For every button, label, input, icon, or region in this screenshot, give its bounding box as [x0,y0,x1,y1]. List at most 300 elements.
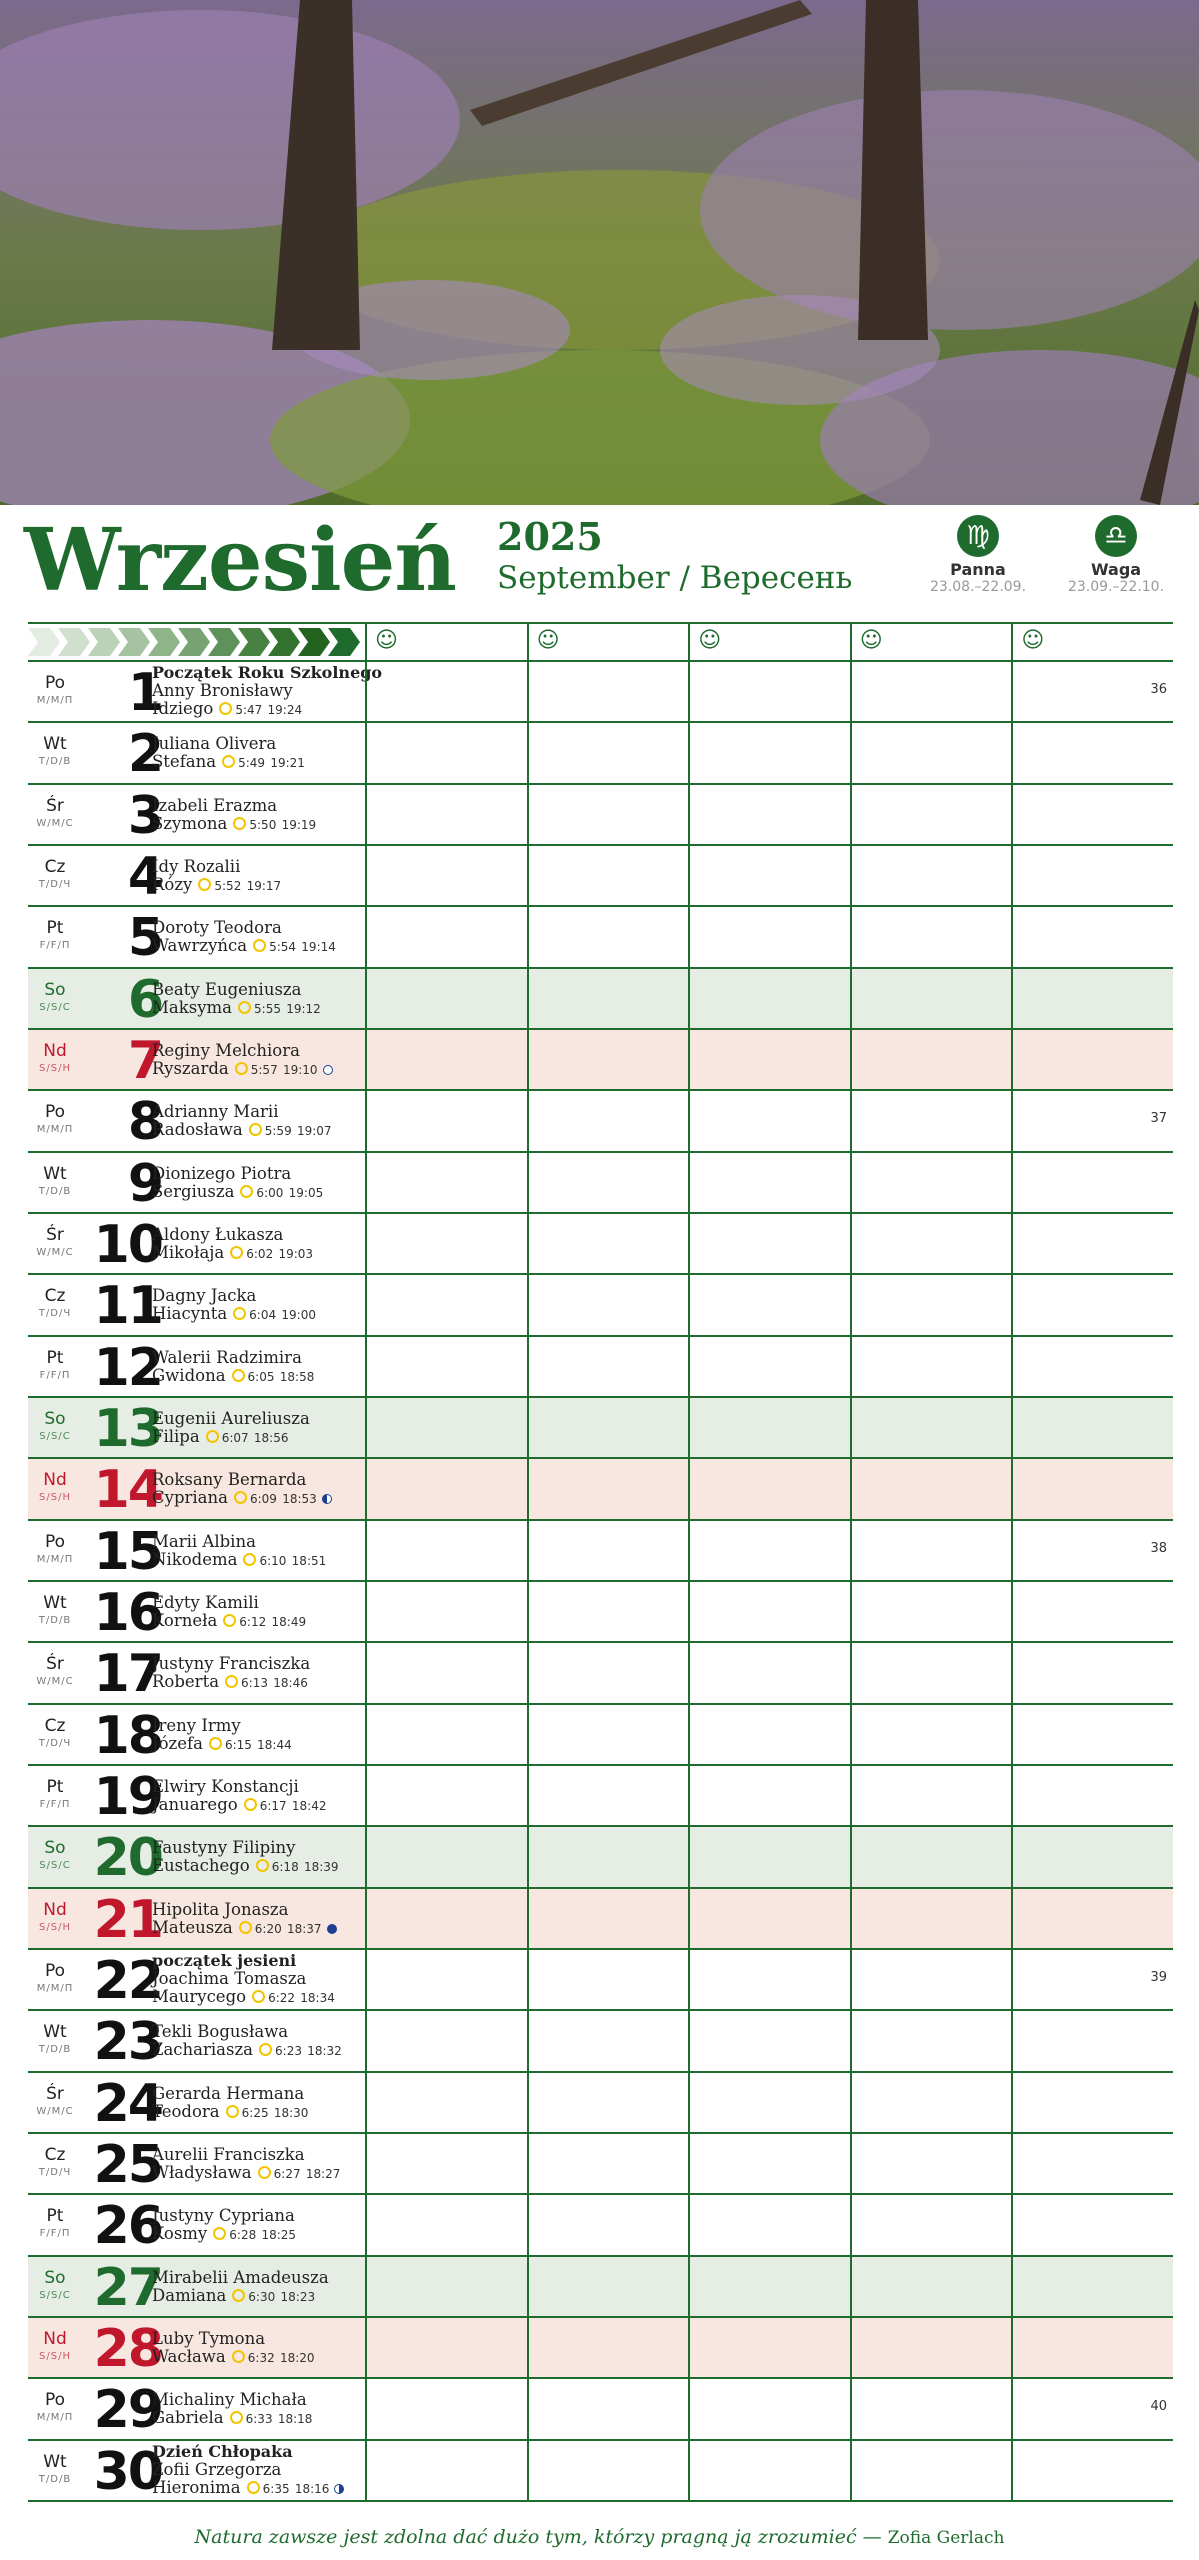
day-row [28,785,1173,846]
write-in-cell[interactable] [1011,1766,1175,1825]
sunset-time: 19:07 [296,1124,332,1139]
write-in-cell[interactable] [1011,1214,1175,1273]
smiley-icon: ☺ [536,628,560,653]
sun-icon [235,1062,248,1075]
name-day-line [152,1060,392,1079]
write-in-cell[interactable] [527,1459,691,1518]
write-in-cell[interactable] [365,2379,529,2438]
chevron-arrow [238,628,270,656]
write-in-cell[interactable] [527,2011,691,2070]
write-in-cell[interactable] [1011,1643,1175,1702]
write-in-cell[interactable] [365,785,529,844]
weekday-label: Śr [46,2083,64,2104]
zodiac-dates: 23.08.–22.09. [929,579,1027,595]
name-day-line: Doroty Teodora [152,918,282,938]
write-in-cell[interactable] [850,1398,1014,1457]
write-in-cell[interactable] [527,1214,691,1273]
write-in-cell[interactable] [850,1030,1014,1089]
write-in-cell[interactable] [850,1582,1014,1641]
sunrise-time: 6:18 [271,1860,299,1875]
write-in-cell[interactable] [688,846,852,905]
name-day-line: Beaty Eugeniusza [152,979,302,999]
sunset-time: 18:46 [273,1676,308,1691]
write-in-cell[interactable] [1011,2318,1175,2377]
write-in-cell[interactable] [527,846,691,905]
write-in-cell[interactable] [527,662,691,721]
write-in-cell[interactable] [688,1582,852,1641]
write-in-cell[interactable] [365,1950,529,2009]
chevron-arrow [178,628,210,656]
sunset-time: 19:12 [286,1001,321,1016]
name-days [152,2391,392,2428]
sun-icon [258,2166,271,2179]
month-title: Wrzesień [24,510,456,611]
holiday-event: Początek Roku Szkolnego [152,663,383,682]
write-in-cell[interactable] [527,1889,691,1948]
write-in-cell[interactable] [1011,2257,1175,2316]
sunrise-time: 6:27 [273,2166,301,2181]
write-in-cell[interactable] [365,1766,529,1825]
moon-phase-first-icon [334,2484,344,2494]
write-in-cell[interactable] [688,1889,852,1948]
write-in-cell[interactable] [688,1398,852,1457]
write-in-cell[interactable] [365,1459,529,1518]
write-in-cell[interactable] [688,1521,852,1580]
write-in-cell[interactable] [688,1153,852,1212]
weekday-abbrev: M/M/П [36,2412,74,2424]
write-in-cell[interactable] [527,1705,691,1764]
weekday-label: So [44,1408,66,1429]
write-in-cell[interactable] [527,723,691,782]
name-day-text: Władysława [152,2162,252,2182]
name-days [152,797,392,834]
sunset-time: 18:34 [300,1990,335,2005]
write-in-cell[interactable] [1011,1398,1175,1457]
write-in-cell[interactable] [527,2134,691,2193]
write-in-cell[interactable] [850,2318,1014,2377]
write-in-cell[interactable] [850,2441,1014,2500]
write-in-cell[interactable] [365,2134,529,2193]
write-in-cell[interactable] [365,1827,529,1886]
write-in-cell[interactable] [365,2073,529,2132]
write-in-cell[interactable] [527,1582,691,1641]
day-row [28,1459,1173,1520]
weekday-label: Po [44,673,66,693]
chevron-arrows-icon [28,626,363,658]
write-in-cell[interactable] [850,1153,1014,1212]
write-in-cell[interactable] [1011,1582,1175,1641]
write-in-cell[interactable] [688,1827,852,1886]
chevron-arrow [58,628,90,656]
write-in-cell[interactable] [850,662,1014,721]
quote-text: Natura zawsze jest zdolna dać dużo tym, którzy pragną ją zrozumieć — [194,2526,882,2548]
write-in-cell[interactable] [850,1337,1014,1396]
weekday-abbrev: T/D/Ч [38,2166,72,2178]
write-in-cell[interactable] [688,1091,852,1150]
sunset-time: 18:51 [291,1553,327,1568]
write-in-cell[interactable] [688,2257,852,2316]
day-row [28,1337,1173,1398]
write-in-cell[interactable] [688,723,852,782]
sunset-time: 18:42 [291,1798,327,1813]
write-in-cell[interactable] [365,2441,529,2500]
quote-author: Zofia Gerlach [887,2528,1005,2548]
write-in-cell[interactable] [365,662,529,721]
write-in-cell[interactable] [850,1521,1014,1580]
write-in-cell[interactable] [850,2134,1014,2193]
name-days [152,1042,392,1079]
day-number: 1 [127,663,162,723]
write-in-cell[interactable] [527,1643,691,1702]
write-in-cell[interactable] [365,846,529,905]
write-in-cell[interactable] [850,723,1014,782]
write-in-cell[interactable] [850,846,1014,905]
day-number: 18 [93,1705,162,1766]
year: 2025 [497,514,603,559]
write-in-cell[interactable] [527,1766,691,1825]
weekday-abbrev: W/M/С [36,2105,74,2117]
day-row [28,2195,1173,2256]
name-days [152,1901,392,1938]
day-number: 3 [127,785,162,846]
name-day-text: Józefa [152,1733,203,1753]
write-in-cell[interactable] [688,1459,852,1518]
sunrise-time: 6:02 [246,1246,274,1261]
write-in-cell[interactable] [527,1275,691,1334]
name-day-line: Tekli Bogusława [152,2022,289,2042]
write-in-cell[interactable] [365,1521,529,1580]
day-number: 17 [93,1644,162,1705]
smiley-icon: ☺ [1021,628,1045,653]
name-days [152,1839,392,1876]
weekday-label: Pt [46,1776,64,1797]
weekday-abbrev: S/S/Н [39,2350,71,2362]
write-in-cell[interactable] [365,2011,529,2070]
write-in-cell[interactable] [527,2073,691,2132]
name-day-line [152,876,392,895]
write-in-cell[interactable] [688,2011,852,2070]
zodiac-virgo [918,515,1038,595]
name-day-text: Stefana [152,752,217,772]
sun-icon [209,1737,222,1750]
write-in-cell[interactable] [527,1030,691,1089]
name-day-text: Maksyma [152,997,233,1017]
write-in-cell[interactable] [527,1337,691,1396]
write-in-cell[interactable] [365,1582,529,1641]
weekday-label: Cz [44,856,66,877]
name-day-line [152,1796,392,1815]
name-day-line [152,937,392,956]
write-in-cell[interactable] [365,1705,529,1764]
name-day-line: Justyny Cypriana [152,2206,295,2226]
write-in-cell[interactable] [365,1643,529,1702]
day-number: 21 [93,1889,162,1950]
write-in-cell[interactable] [1011,2134,1175,2193]
name-day-text: Ryszarda [152,1058,229,1078]
write-in-cell[interactable] [527,1521,691,1580]
write-in-cell[interactable] [1011,2073,1175,2132]
write-in-cell[interactable] [365,2195,529,2254]
weekday-label: So [44,2267,66,2288]
weekday-label: Nd [43,1899,67,1920]
write-in-cell[interactable] [1011,2441,1175,2500]
write-in-cell[interactable] [850,1214,1014,1273]
write-in-cell[interactable] [688,2134,852,2193]
name-day-line [152,1551,392,1570]
write-in-cell[interactable] [688,2073,852,2132]
write-in-cell[interactable] [688,1705,852,1764]
write-in-cell[interactable] [365,907,529,966]
name-day-line [152,1489,392,1508]
write-in-cell[interactable] [688,969,852,1028]
heather-forest-photo [0,0,1199,505]
write-in-cell[interactable] [688,1766,852,1825]
write-in-cell[interactable] [850,2195,1014,2254]
sun-icon [243,1553,256,1566]
sun-icon [219,702,232,715]
write-in-cell[interactable] [688,785,852,844]
weekday-abbrev: T/D/Ч [38,878,72,890]
weekday-label: Po [44,1531,66,1552]
sunset-time: 19:24 [267,703,303,717]
name-day-text: Mikołaja [152,1242,225,1262]
write-in-cell[interactable] [850,2379,1014,2438]
day-row [28,1275,1173,1336]
write-in-cell[interactable] [1011,846,1175,905]
column-header [1011,624,1175,660]
name-days [152,1594,392,1631]
name-days [152,1103,392,1140]
write-in-cell[interactable] [850,969,1014,1028]
sunset-time: 18:39 [303,1860,339,1875]
sunrise-time: 6:30 [248,2289,276,2304]
sunrise-time: 5:57 [250,1062,278,1077]
weekday-abbrev: M/M/П [36,1553,74,1565]
write-in-cell[interactable] [527,2441,691,2500]
write-in-cell[interactable] [527,2318,691,2377]
sunset-time: 18:18 [277,2412,313,2427]
name-day-line [152,815,392,834]
weekday-abbrev: F/F/П [39,1369,71,1381]
write-in-cell[interactable] [365,2257,529,2316]
name-days [152,1778,392,1815]
write-in-cell[interactable] [850,785,1014,844]
write-in-cell[interactable] [688,1030,852,1089]
name-day-text: Roberta [152,1672,220,1692]
write-in-cell[interactable] [365,1030,529,1089]
sunset-time: 18:16 [294,2481,330,2496]
write-in-cell[interactable] [850,1827,1014,1886]
write-in-cell[interactable] [365,1275,529,1334]
write-in-cell[interactable] [688,1275,852,1334]
sunrise-time: 5:52 [214,878,242,893]
name-day-line [152,999,392,1018]
write-in-cell[interactable] [688,2441,852,2500]
sun-icon [234,1491,247,1504]
write-in-cell[interactable] [365,1214,529,1273]
day-number: 22 [93,1950,162,2011]
write-in-cell[interactable] [850,1889,1014,1948]
name-day-line [152,2479,392,2498]
write-in-cell[interactable] [1011,1337,1175,1396]
weekday-label: So [44,979,66,1000]
write-in-cell[interactable] [1011,1827,1175,1886]
week-number: 40 [1150,2399,1167,2415]
write-in-cell[interactable] [688,1643,852,1702]
write-in-cell[interactable] [527,1091,691,1150]
write-in-cell[interactable] [365,1889,529,1948]
day-row [28,907,1173,968]
weekday-label: Śr [46,795,64,816]
write-in-cell[interactable] [688,1950,852,2009]
write-in-cell[interactable] [850,907,1014,966]
week-number: 37 [1150,1111,1167,1127]
sunrise-time: 6:33 [245,2412,273,2427]
day-row [28,2073,1173,2134]
sunrise-time: 6:05 [247,1369,275,1384]
write-in-cell[interactable] [1011,2195,1175,2254]
zodiac-libra [1056,515,1176,595]
write-in-cell[interactable] [688,2379,852,2438]
write-in-cell[interactable] [527,785,691,844]
sunrise-time: 6:04 [249,1308,277,1323]
name-days [152,1533,392,1570]
write-in-cell[interactable] [1011,723,1175,782]
name-day-text: Kosmy [152,2224,208,2244]
moon-phase-last-icon [322,1494,332,1504]
name-days [152,2023,392,2060]
write-in-cell[interactable] [850,1950,1014,2009]
day-number: 26 [93,2196,162,2257]
weekday-abbrev: F/F/П [39,1798,71,1810]
name-days [152,664,392,719]
write-in-cell[interactable] [688,2318,852,2377]
write-in-cell[interactable] [527,1827,691,1886]
write-in-cell[interactable] [527,2257,691,2316]
day-row [28,723,1173,784]
day-row [28,1643,1173,1704]
sun-icon [239,1921,252,1934]
weekday-abbrev: W/M/С [36,817,74,829]
write-in-cell[interactable] [688,662,852,721]
write-in-cell[interactable] [365,723,529,782]
sunset-time: 19:14 [301,940,336,955]
write-in-cell[interactable] [850,2257,1014,2316]
day-row [28,846,1173,907]
weekday-abbrev: T/D/В [38,756,72,768]
write-in-cell[interactable] [1011,1705,1175,1764]
moon-phase-full-icon [323,1065,333,1075]
name-day-line: Zofii Grzegorza [152,2459,282,2479]
chevron-arrow [28,628,60,656]
write-in-cell[interactable] [527,1398,691,1457]
day-number: 16 [93,1582,162,1643]
write-in-cell[interactable] [365,1153,529,1212]
write-in-cell[interactable] [1011,2011,1175,2070]
write-in-cell[interactable] [527,1153,691,1212]
write-in-cell[interactable] [527,907,691,966]
weekday-label: Wt [43,1592,67,1613]
write-in-cell[interactable] [527,1950,691,2009]
name-days [152,2330,392,2367]
day-row [28,1889,1173,1950]
write-in-cell[interactable] [688,1214,852,1273]
write-in-cell[interactable] [365,2318,529,2377]
day-number: 12 [93,1337,162,1398]
write-in-cell[interactable] [1011,785,1175,844]
name-day-line: Adrianny Marii [152,1102,279,1122]
write-in-cell[interactable] [365,969,529,1028]
write-in-cell[interactable] [1011,1889,1175,1948]
write-in-cell[interactable] [1011,1275,1175,1334]
day-row [28,2318,1173,2379]
day-number: 25 [93,2134,162,2195]
sunrise-time: 6:00 [256,1185,284,1200]
write-in-cell[interactable] [1011,907,1175,966]
write-in-cell[interactable] [850,1275,1014,1334]
name-day-line: Marii Albina [152,1531,256,1551]
write-in-cell[interactable] [850,1705,1014,1764]
day-row [28,1030,1173,1091]
write-in-cell[interactable] [850,1766,1014,1825]
weekday-abbrev: T/D/В [38,1185,72,1197]
write-in-cell[interactable] [850,2011,1014,2070]
sunrise-time: 6:35 [262,2481,290,2496]
write-in-cell[interactable] [1011,969,1175,1028]
name-days [152,1717,392,1754]
write-in-cell[interactable] [527,969,691,1028]
chevron-arrow [328,628,360,656]
sunrise-time: 6:07 [221,1430,249,1445]
write-in-cell[interactable] [688,1337,852,1396]
write-in-cell[interactable] [1011,1459,1175,1518]
write-in-cell[interactable] [1011,1030,1175,1089]
sunset-time: 19:21 [270,756,305,771]
name-day-line [152,1673,392,1692]
day-number: 9 [127,1153,162,1214]
smiley-icon: ☺ [859,628,883,653]
sunrise-time: 6:10 [259,1553,287,1568]
write-in-cell[interactable] [365,1398,529,1457]
write-in-cell[interactable] [850,1459,1014,1518]
day-row [28,1398,1173,1459]
sun-icon [226,2105,239,2118]
write-in-cell[interactable] [850,1091,1014,1150]
write-in-cell[interactable] [365,1091,529,1150]
day-number: 4 [127,846,162,907]
sunrise-time: 5:55 [254,1001,281,1016]
write-in-cell[interactable] [527,2195,691,2254]
day-number: 10 [93,1214,162,1275]
write-in-cell[interactable] [688,907,852,966]
sunrise-time: 6:20 [254,1921,282,1936]
sun-icon [244,1798,257,1811]
sun-icon [240,1185,253,1198]
weekday-label: So [44,1838,66,1859]
sunset-time: 18:37 [286,1921,322,1936]
sunset-time: 19:00 [281,1308,316,1323]
write-in-cell[interactable] [527,2379,691,2438]
column-header [365,624,529,660]
write-in-cell[interactable] [850,2073,1014,2132]
write-in-cell[interactable] [688,2195,852,2254]
write-in-cell[interactable] [365,1337,529,1396]
name-day-text: Teodora [152,2101,220,2121]
write-in-cell[interactable] [1011,1153,1175,1212]
sun-icon [233,1307,246,1320]
sunrise-time: 6:25 [241,2105,269,2120]
write-in-cell[interactable] [850,1643,1014,1702]
